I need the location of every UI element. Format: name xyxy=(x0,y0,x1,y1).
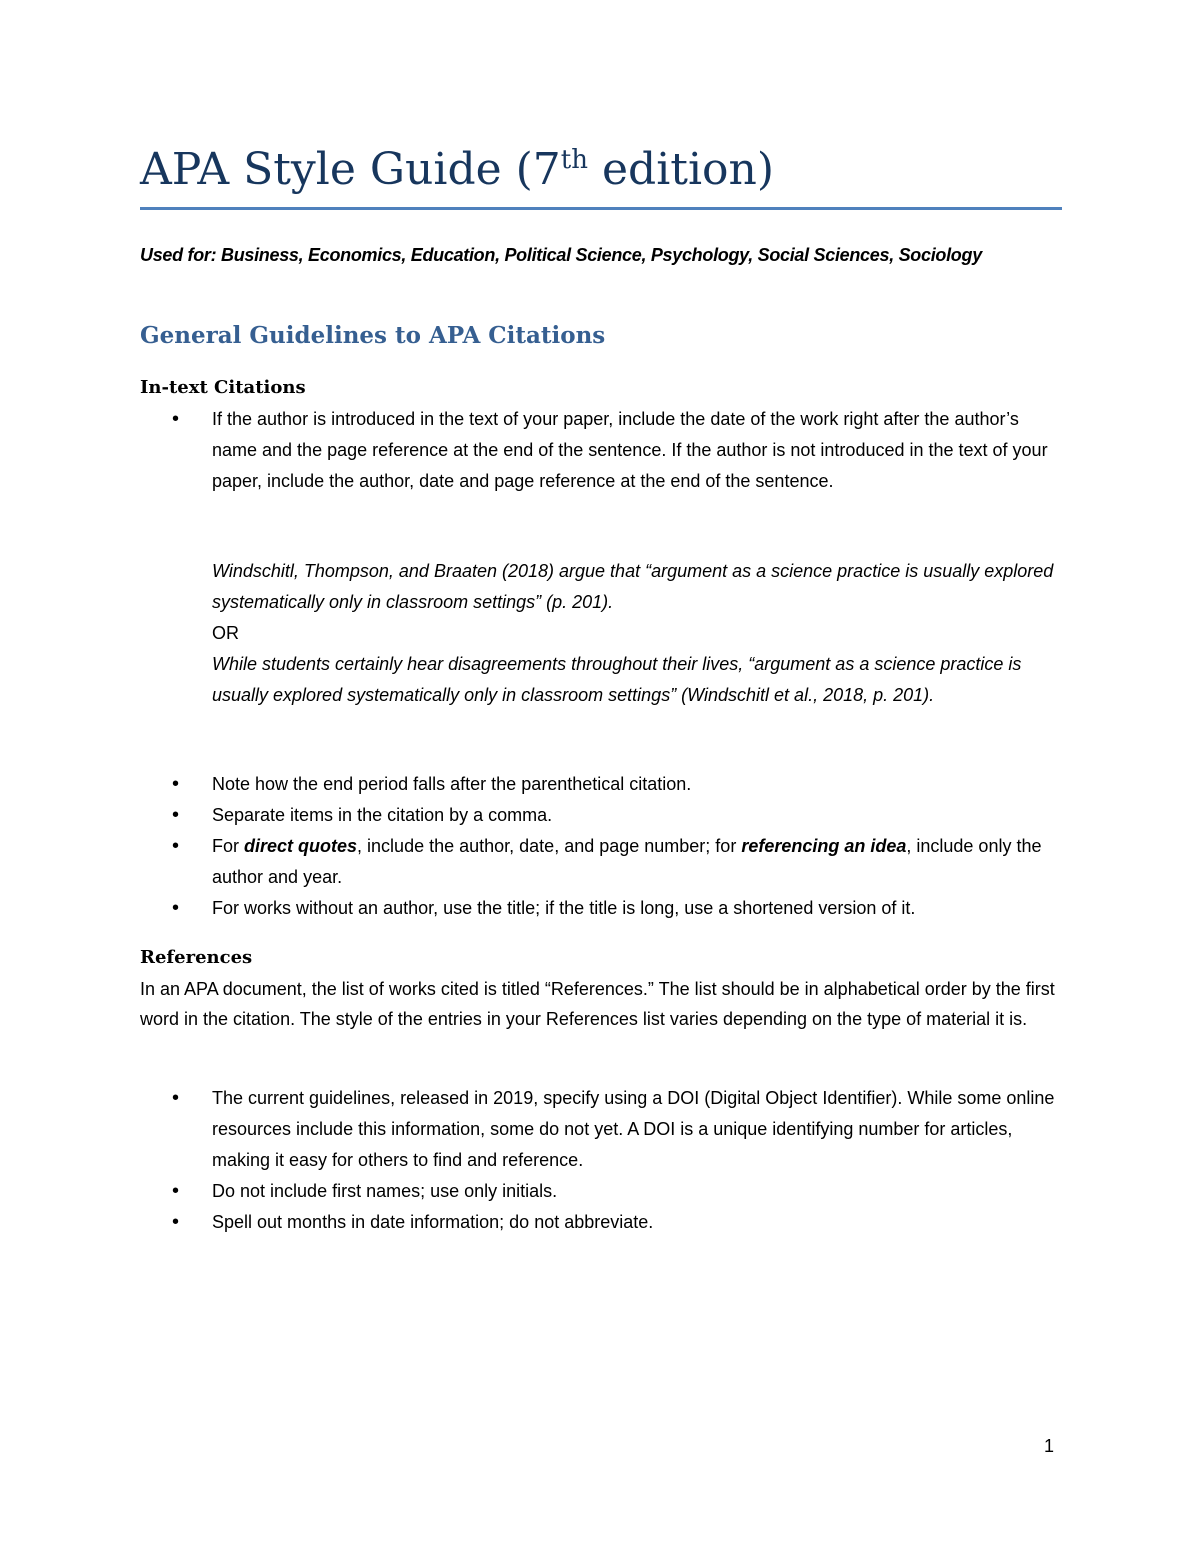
citation-example-2: While students certainly hear disagreements throughout their lives, “argument as a science practice is usually explored systematically only in classroom settings” (Windschitl et al., 2018, p. 201). xyxy=(212,654,1022,705)
title-underline xyxy=(140,207,1062,210)
references-bullet-list xyxy=(140,1083,1060,1238)
direct-middle: , include the author, date, and page number; for xyxy=(357,836,742,856)
list-item: • Do not include first names; use only initials. xyxy=(140,1176,1060,1207)
in-text-citations-heading: In-text Citations xyxy=(140,377,306,398)
title-main: APA Style Guide (7 xyxy=(140,144,561,195)
references-paragraph: In an APA document, the list of works cited is titled “References.” The list should be in alphabetical order by the first word in the citation. The style of the entries in your References list varies depending on the type of material it is. xyxy=(140,979,1055,1029)
used-for-line: Used for: Business, Economics, Education, Political Science, Psychology, Social Sciences, Sociology xyxy=(140,245,982,265)
list-item: • Spell out months in date information; do not abbreviate. xyxy=(140,1207,1060,1238)
document-title xyxy=(140,140,774,200)
or-label: OR xyxy=(212,623,239,643)
references-heading: References xyxy=(140,947,253,968)
list-item: • The current guidelines, released in 2019, specify using a DOI (Digital Object Identifier). While some online resources include this information, some do not yet. A DOI is a unique identifying number for articles, making it easy for others to find and reference. xyxy=(140,1083,1060,1176)
citation-example-1: Windschitl, Thompson, and Braaten (2018) argue that “argument as a science practice is usually explored systematically only in classroom settings” (p. 201). xyxy=(212,561,1054,612)
list-item xyxy=(140,831,1060,893)
in-text-bullet-list-2 xyxy=(140,769,1060,924)
list-item: • For works without an author, use the title; if the title is long, use a shortened version of it. xyxy=(140,893,1060,924)
direct-prefix: For xyxy=(212,836,245,856)
in-text-bullet-list-1 xyxy=(140,404,1060,497)
referencing-idea-emphasis: referencing an idea xyxy=(741,836,907,856)
list-item: • Note how the end period falls after the parenthetical citation. xyxy=(140,769,1060,800)
list-item: • If the author is introduced in the text of your paper, include the date of the work right after the author’s name and the page reference at the end of the sentence. If the author is not introduced in the text of your paper, include the author, date and page reference at the end of the sentence. xyxy=(140,404,1060,497)
title-superscript: th xyxy=(560,145,588,175)
direct-quotes-emphasis: direct quotes xyxy=(244,836,358,856)
section-heading: General Guidelines to APA Citations xyxy=(140,322,606,349)
page-number: 1 xyxy=(1044,1436,1055,1456)
citation-examples xyxy=(212,556,1062,711)
direct-suffix: , include only the author and year. xyxy=(212,836,1042,887)
title-rest: edition) xyxy=(588,144,775,195)
list-item: • Separate items in the citation by a comma. xyxy=(140,800,1060,831)
